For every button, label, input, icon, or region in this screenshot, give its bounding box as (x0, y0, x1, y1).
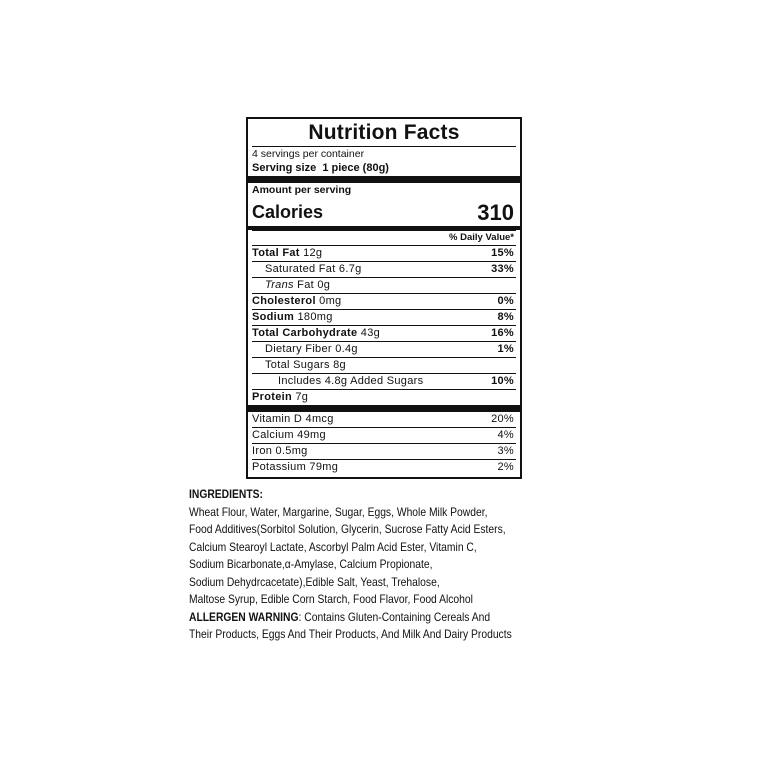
ingredients-line: Sodium Dehydrcacetate),Edible Salt, Yeast, Trehalose, (189, 574, 440, 589)
nutrient-name: Cholesterol (252, 295, 316, 307)
nutrient-amount: 8g (333, 359, 346, 371)
calories-row (252, 197, 516, 226)
nutrient-amount: 12g (303, 247, 323, 259)
nutrient-row-cholesterol (252, 293, 516, 309)
allergen-warning (189, 609, 550, 627)
nutrient-amount: 7g (295, 391, 309, 403)
vitamin-name: Calcium 49mg (252, 429, 326, 441)
nutrient-amount: Fat 0g (297, 279, 331, 291)
ingredients-line: Calcium Stearoyl Lactate, Ascorbyl Palm Acid Ester, Vitamin C, (189, 539, 477, 554)
vitamin-dv: 4% (497, 429, 514, 441)
vitamin-name: Vitamin D 4mcg (252, 413, 334, 425)
vitamin-row-iron (252, 443, 516, 459)
allergen-text-line2: Their Products, Eggs And Their Products, And Milk And Dairy Products (189, 627, 512, 641)
nutrient-row-dietary-fiber (252, 341, 516, 357)
nutrient-dv: 10% (491, 375, 514, 387)
serving-size-value: 1 piece (80g) (322, 162, 389, 174)
calories-value: 310 (477, 200, 514, 225)
nutrient-dv: 16% (491, 327, 514, 339)
nutrient-row-total-sugars (252, 357, 516, 373)
nutrient-dv: 8% (497, 311, 514, 323)
thick-divider (248, 405, 520, 412)
allergen-heading: ALLERGEN WARNING (189, 609, 299, 624)
nutrient-name: Saturated Fat (265, 263, 336, 275)
label-title: Nutrition Facts (308, 121, 460, 144)
ingredients-heading: INGREDIENTS: (189, 487, 263, 501)
vitamin-row-calcium (252, 427, 516, 443)
vitamin-dv: 3% (497, 445, 514, 457)
nutrient-name: Total Carbohydrate (252, 327, 358, 339)
daily-value-header: % Daily Value* (252, 230, 516, 245)
nutrient-row-sodium (252, 309, 516, 325)
nutrient-row-added-sugars (252, 373, 516, 389)
serving-size-label: Serving size (252, 162, 317, 174)
vitamin-dv: 20% (491, 413, 514, 425)
thick-divider (248, 176, 520, 183)
nutrient-row-saturated-fat (252, 261, 516, 277)
nutrient-name: Total Sugars (265, 359, 330, 371)
nutrient-name: Includes 4.8g Added Sugars (278, 375, 424, 387)
nutrient-name: Dietary Fiber (265, 343, 332, 355)
ingredients-line: Food Additives(Sorbitol Solution, Glycerin, Sucrose Fatty Acid Esters, (189, 522, 506, 536)
ingredients-line: Sodium Bicarbonate,α-Amylase, Calcium Propionate, (189, 557, 433, 571)
nutrient-dv: 0% (497, 295, 514, 307)
nutrient-dv: 1% (497, 343, 514, 355)
nutrient-row-protein (252, 389, 516, 405)
nutrient-amount: 43g (360, 327, 381, 339)
amount-per-serving: Amount per serving (252, 184, 352, 196)
nutrient-name: Trans (265, 279, 294, 291)
nutrient-row-total-fat (252, 245, 516, 261)
nutrient-row-trans-fat (252, 277, 516, 293)
calories-label: Calories (252, 202, 324, 222)
nutrient-name: Protein (252, 391, 292, 403)
nutrient-name: Sodium (252, 311, 295, 323)
ingredients-line: Wheat Flour, Water, Margarine, Sugar, Eggs, Whole Milk Powder, (189, 504, 488, 519)
nutrient-amount: 180mg (297, 311, 333, 323)
nutrient-amount: 0.4g (335, 343, 358, 355)
ingredients-line: Maltose Syrup, Edible Corn Starch, Food Flavor, Food Alcohol (189, 592, 473, 606)
nutrient-name: Total Fat (252, 247, 300, 259)
vitamin-row-vitamin-d (252, 412, 516, 427)
vitamin-dv: 2% (497, 461, 514, 473)
nutrient-amount: 0mg (319, 295, 342, 307)
servings-per-container: 4 servings per container (252, 148, 365, 160)
serving-size (252, 161, 516, 176)
nutrition-facts-label (246, 117, 522, 479)
nutrient-amount: 6.7g (338, 263, 362, 275)
vitamin-row-potassium (252, 459, 516, 475)
allergen-text: : Contains Gluten-Containing Cereals And (298, 609, 491, 624)
nutrient-dv: 15% (491, 247, 514, 259)
ingredients-block (189, 486, 550, 644)
nutrient-dv: 33% (491, 263, 514, 275)
vitamin-name: Potassium 79mg (252, 461, 339, 473)
vitamin-name: Iron 0.5mg (252, 445, 308, 457)
nutrient-row-total-carbohydrate (252, 325, 516, 341)
